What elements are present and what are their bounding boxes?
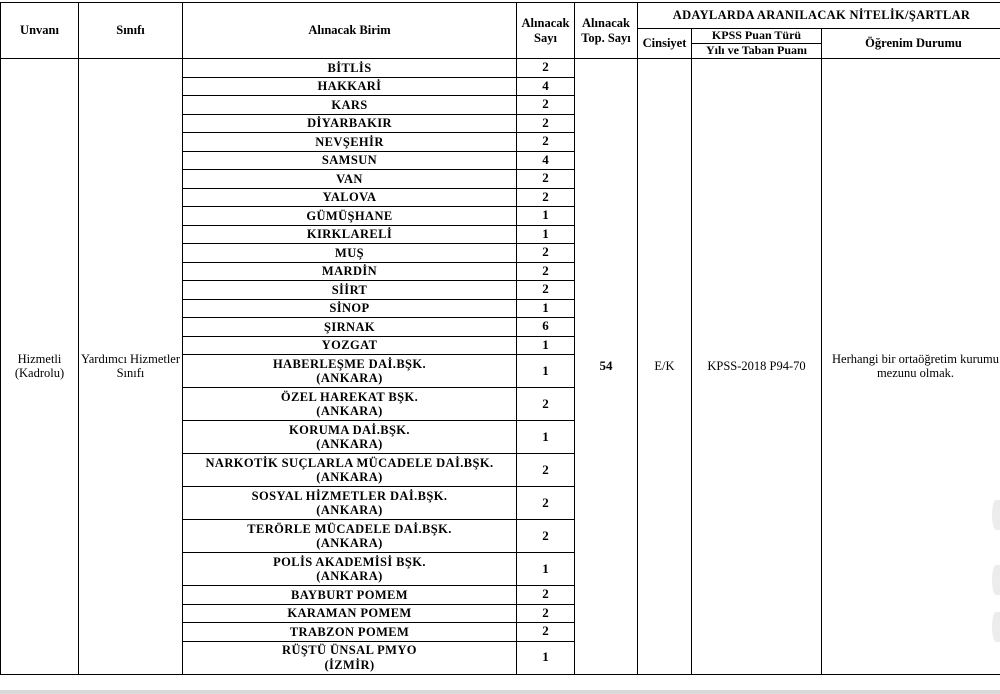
header-ogrenim: Öğrenim Durumu [822, 29, 1000, 59]
birim-line: BAYBURT POMEM [291, 587, 408, 602]
birim-line: NARKOTİK SUÇLARLA MÜCADELE DAİ.BŞK. [205, 455, 494, 470]
birim-line: YALOVA [322, 190, 377, 205]
unvan-cell-line: (Kadrolu) [14, 366, 65, 381]
birim-cell [183, 170, 517, 189]
unvan-cell-line: Hizmetli [17, 351, 62, 366]
header-cinsiyet: Cinsiyet [638, 29, 692, 59]
sayi-cell: 2 [517, 281, 575, 300]
sayi-cell: 2 [517, 604, 575, 623]
sayi-cell: 2 [517, 170, 575, 189]
birim-line: MUŞ [335, 245, 364, 260]
cinsiyet-cell: E/K [638, 59, 692, 675]
sayi-cell: 1 [517, 207, 575, 226]
birim-line: KIRKLARELİ [306, 227, 393, 242]
sayi-cell: 2 [517, 388, 575, 421]
birim-cell [183, 487, 517, 520]
birim-cell [183, 388, 517, 421]
header-top-sayi-line2: Top. Sayı [581, 30, 631, 45]
birim-cell [183, 133, 517, 152]
birim-cell [183, 281, 517, 300]
sayi-cell: 2 [517, 262, 575, 281]
birim-cell [183, 604, 517, 623]
birim-line: (ANKARA) [316, 503, 383, 517]
birim-cell [183, 225, 517, 244]
positions-table [0, 2, 1000, 675]
birim-line: BİTLİS [327, 60, 372, 75]
birim-cell [183, 262, 517, 281]
ogrenim-cell [822, 59, 1000, 675]
birim-line: DİYARBAKIR [307, 116, 392, 131]
sayi-cell: 1 [517, 355, 575, 388]
birim-line: MARDİN [321, 264, 378, 279]
sayi-cell: 2 [517, 96, 575, 115]
birim-cell [183, 59, 517, 78]
birim-cell [183, 520, 517, 553]
birim-cell [183, 623, 517, 642]
sayi-cell: 4 [517, 151, 575, 170]
birim-line: (ANKARA) [316, 437, 383, 451]
sayi-cell: 1 [517, 421, 575, 454]
birim-line: HAKKARİ [317, 79, 382, 94]
kpss-cell: KPSS-2018 P94-70 [692, 59, 822, 675]
sinif-cell-line: Yardımcı Hizmetler [80, 351, 181, 366]
birim-line: HABERLEŞME DAİ.BŞK. [272, 356, 427, 371]
table-row [1, 59, 1000, 78]
sinif-cell [79, 59, 183, 675]
header-alinacak-top-sayi [575, 3, 638, 59]
birim-line: SİNOP [329, 301, 370, 316]
birim-line: KORUMA DAİ.BŞK. [289, 422, 410, 437]
ogrenim-cell-line: mezunu olmak. [876, 366, 955, 381]
header-alinacak-sayi [517, 3, 575, 59]
birim-line: KARS [331, 97, 368, 112]
sayi-cell: 2 [517, 454, 575, 487]
scroll-edge-marker [992, 500, 1000, 530]
birim-line: (ANKARA) [316, 470, 383, 484]
birim-line: (ANKARA) [316, 371, 383, 385]
birim-line: SİİRT [331, 282, 368, 297]
sayi-cell: 2 [517, 59, 575, 78]
birim-cell [183, 188, 517, 207]
birim-line: TRABZON POMEM [289, 624, 410, 639]
scroll-edge-marker [992, 565, 1000, 595]
birim-cell [183, 421, 517, 454]
header-alinacak-sayi-line1: Alınacak [521, 16, 570, 31]
birim-cell [183, 355, 517, 388]
total-cell: 54 [575, 59, 638, 675]
header-kpss-yili: Yılı ve Taban Puanı [692, 44, 822, 59]
sayi-cell: 1 [517, 641, 575, 674]
birim-cell [183, 641, 517, 674]
birim-cell [183, 299, 517, 318]
header-nitelik: ADAYLARDA ARANILACAK NİTELİK/ŞARTLAR [638, 3, 1000, 29]
unvan-cell [1, 59, 79, 675]
sayi-cell: 2 [517, 114, 575, 133]
birim-line: GÜMÜŞHANE [306, 208, 393, 223]
birim-line: (İZMİR) [324, 657, 375, 672]
birim-cell [183, 114, 517, 133]
sayi-cell: 2 [517, 520, 575, 553]
birim-cell [183, 207, 517, 226]
sayi-cell: 2 [517, 586, 575, 605]
birim-line: (ANKARA) [316, 536, 383, 550]
sayi-cell: 2 [517, 244, 575, 263]
page-bottom-strip [0, 690, 1000, 694]
header-kpss-turu: KPSS Puan Türü [692, 29, 822, 44]
birim-cell [183, 553, 517, 586]
birim-line: RÜŞTÜ ÜNSAL PMYO [282, 643, 417, 658]
sayi-cell: 4 [517, 77, 575, 96]
header-alinacak-birim: Alınacak Birim [183, 3, 517, 59]
birim-line: (ANKARA) [316, 569, 383, 583]
sayi-cell: 2 [517, 623, 575, 642]
birim-cell [183, 336, 517, 355]
birim-cell [183, 77, 517, 96]
birim-line: SAMSUN [321, 153, 378, 168]
sayi-cell: 2 [517, 188, 575, 207]
sayi-cell: 1 [517, 553, 575, 586]
ogrenim-cell-line: Herhangi bir ortaöğretim kurumu [832, 351, 999, 366]
birim-line: ŞIRNAK [323, 319, 376, 334]
header-alinacak-sayi-line2: Sayı [534, 30, 557, 45]
sayi-cell: 2 [517, 487, 575, 520]
birim-line: POLİS AKADEMİSİ BŞK. [273, 554, 426, 569]
birim-line: NEVŞEHİR [315, 134, 384, 149]
birim-cell [183, 318, 517, 337]
birim-cell [183, 244, 517, 263]
header-sinifi: Sınıfı [79, 3, 183, 59]
birim-cell [183, 454, 517, 487]
rows-body [1, 59, 1000, 675]
sayi-cell: 1 [517, 336, 575, 355]
birim-line: KARAMAN POMEM [287, 606, 412, 621]
scroll-edge-marker [992, 612, 1000, 642]
sayi-cell: 1 [517, 225, 575, 244]
birim-line: VAN [336, 171, 363, 186]
birim-line: (ANKARA) [316, 404, 383, 418]
birim-cell [183, 96, 517, 115]
birim-line: ÖZEL HAREKAT BŞK. [280, 389, 419, 404]
birim-line: SOSYAL HİZMETLER DAİ.BŞK. [251, 488, 448, 503]
header-top-sayi-line1: Alınacak [582, 16, 630, 31]
sinif-cell-line: Sınıfı [116, 366, 145, 381]
header-unvani: Unvanı [1, 3, 79, 59]
sayi-cell: 2 [517, 133, 575, 152]
birim-cell [183, 586, 517, 605]
sayi-cell: 1 [517, 299, 575, 318]
birim-line: YOZGAT [321, 338, 378, 353]
birim-line: TERÖRLE MÜCADELE DAİ.BŞK. [247, 521, 452, 536]
birim-cell [183, 151, 517, 170]
sayi-cell: 6 [517, 318, 575, 337]
